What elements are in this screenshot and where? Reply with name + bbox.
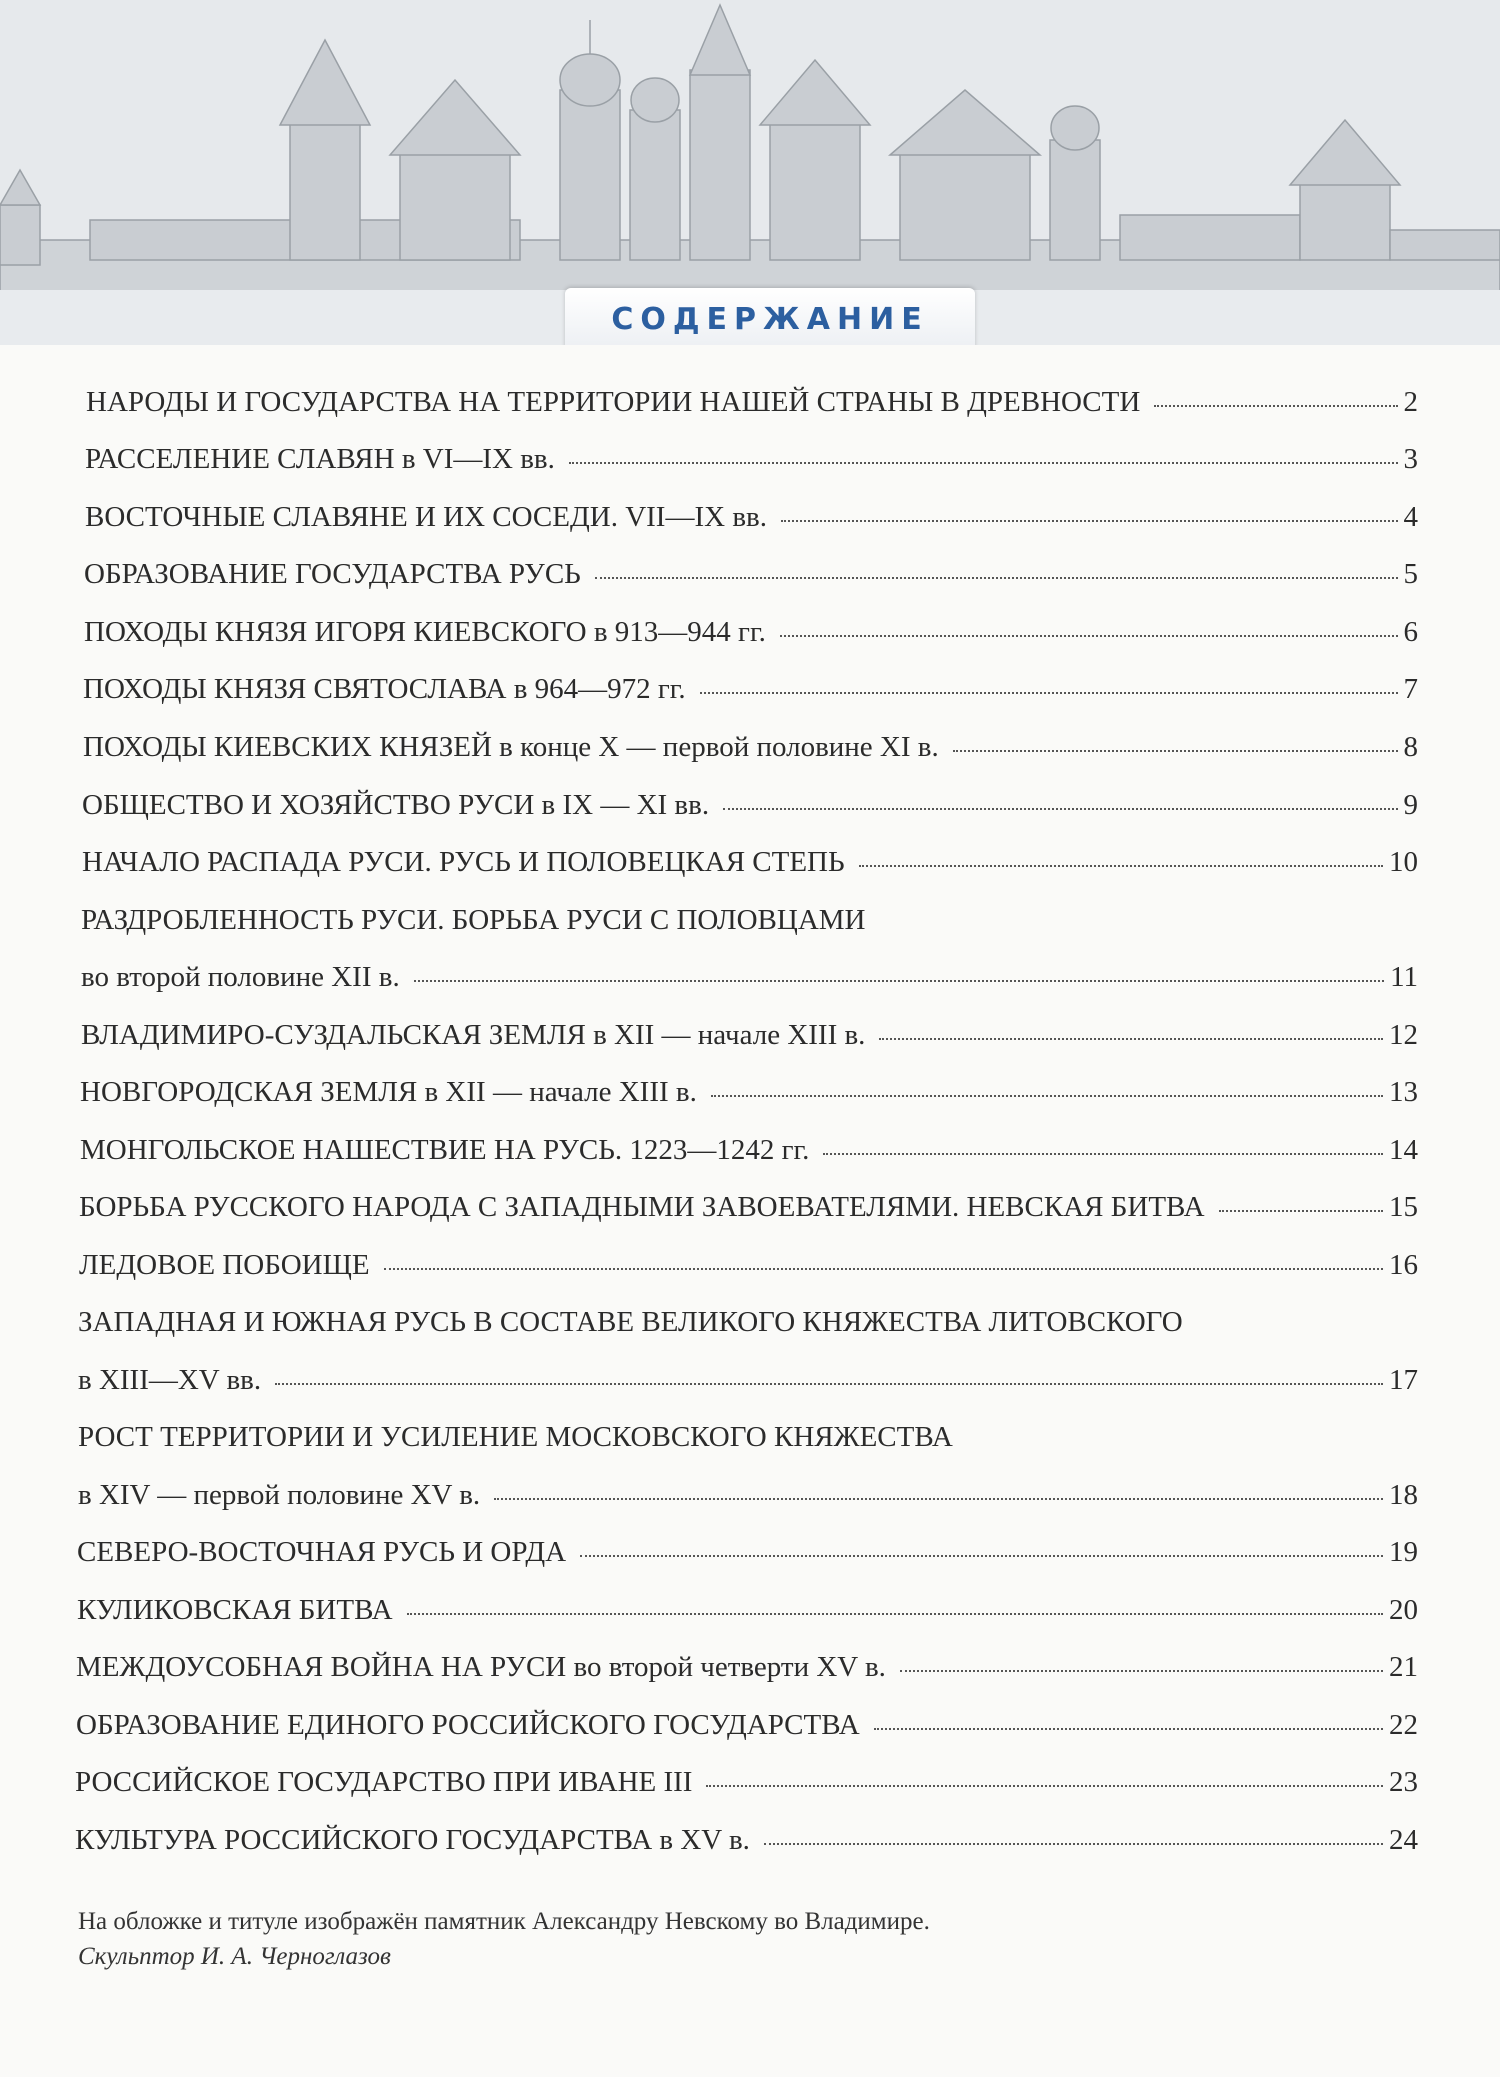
dot-leader — [700, 692, 1398, 694]
toc-page-number: 18 — [1389, 1479, 1418, 1511]
toc-page-number: 20 — [1389, 1594, 1418, 1626]
toc-page-number: 14 — [1389, 1134, 1418, 1166]
toc-entry[interactable] — [82, 788, 1418, 822]
toc-entry[interactable] — [86, 385, 1418, 419]
toc-entry[interactable] — [76, 1650, 1418, 1684]
dot-leader — [1219, 1210, 1383, 1212]
toc-page-number: 11 — [1390, 961, 1418, 993]
toc-entry-title: НАРОДЫ И ГОСУДАРСТВА НА ТЕРРИТОРИИ НАШЕЙ СТРАНЫ В ДРЕВНОСТИ — [86, 386, 1141, 418]
toc-entry-title: МЕЖДОУСОБНАЯ ВОЙНА НА РУСИ во второй четверти XV в. — [76, 1651, 886, 1683]
toc-page-number: 8 — [1403, 731, 1418, 763]
dot-leader — [275, 1383, 1383, 1385]
toc-entry[interactable] — [83, 672, 1418, 706]
toc-page-number: 4 — [1403, 501, 1418, 533]
dot-leader — [595, 577, 1398, 579]
dot-leader — [407, 1613, 1383, 1615]
dot-leader — [859, 865, 1383, 867]
toc-entry-title: МОНГОЛЬСКОЕ НАШЕСТВИЕ НА РУСЬ. 1223—1242 гг. — [80, 1134, 810, 1166]
toc-entry-title: ОБРАЗОВАНИЕ ГОСУДАРСТВА РУСЬ — [84, 558, 581, 590]
toc-entry[interactable] — [85, 442, 1418, 476]
dot-leader — [494, 1498, 1383, 1500]
toc-page-number: 9 — [1403, 789, 1418, 821]
toc-page-number: 6 — [1403, 616, 1418, 648]
toc-page-number: 19 — [1389, 1536, 1418, 1568]
toc-entry-title: РАССЕЛЕНИЕ СЛАВЯН в VI—IX вв. — [85, 443, 555, 475]
toc-page-number: 23 — [1389, 1766, 1418, 1798]
toc-entry-title: ОБРАЗОВАНИЕ ЕДИНОГО РОССИЙСКОГО ГОСУДАРСТВА — [76, 1709, 860, 1741]
toc-entry[interactable] — [80, 1133, 1418, 1167]
dot-leader — [1154, 405, 1397, 407]
toc-entry[interactable] — [79, 1248, 1418, 1282]
dot-leader — [953, 750, 1398, 752]
page-title: СОДЕРЖАНИЕ — [611, 301, 929, 337]
toc-entry[interactable] — [81, 1018, 1418, 1052]
toc-page-number: 13 — [1389, 1076, 1418, 1108]
toc-entry-title: ЛЕДОВОЕ ПОБОИЩЕ — [79, 1249, 370, 1281]
toc-entry[interactable] — [75, 1765, 1418, 1799]
toc-page-number: 24 — [1389, 1824, 1418, 1856]
toc-page-number: 2 — [1403, 386, 1418, 418]
toc-entry-title: КУЛЬТУРА РОССИЙСКОГО ГОСУДАРСТВА в XV в. — [75, 1824, 750, 1856]
toc-entry[interactable] — [77, 1593, 1418, 1627]
toc-entry[interactable] — [79, 1190, 1418, 1224]
toc-entry[interactable] — [76, 1708, 1418, 1742]
toc-entry-title: ПОХОДЫ КНЯЗЯ ИГОРЯ КИЕВСКОГО в 913—944 гг. — [84, 616, 766, 648]
toc-entry[interactable] — [81, 960, 1418, 994]
toc-entry[interactable] — [84, 615, 1418, 649]
dot-leader — [706, 1785, 1383, 1787]
toc-entry-title: в XIV — первой половине XV в. — [78, 1479, 481, 1511]
toc-entry[interactable] — [82, 845, 1418, 879]
toc-entry[interactable] — [75, 1823, 1418, 1857]
dot-leader — [874, 1728, 1383, 1730]
dot-leader — [781, 520, 1398, 522]
toc-entry-title: НОВГОРОДСКАЯ ЗЕМЛЯ в XII — начале XIII в. — [80, 1076, 697, 1108]
toc-entry-title: КУЛИКОВСКАЯ БИТВА — [77, 1594, 393, 1626]
dot-leader — [780, 635, 1398, 637]
dot-leader — [823, 1153, 1383, 1155]
toc-page-number: 22 — [1389, 1709, 1418, 1741]
toc-page-number: 16 — [1389, 1249, 1418, 1281]
toc-entry[interactable] — [85, 500, 1418, 534]
toc-entry-title: БОРЬБА РУССКОГО НАРОДА С ЗАПАДНЫМИ ЗАВОЕВАТЕЛЯМИ. НЕВСКАЯ БИТВА — [79, 1191, 1205, 1223]
toc-entry[interactable] — [78, 1478, 1418, 1512]
toc-entry-title-line1: РАЗДРОБЛЕННОСТЬ РУСИ. БОРЬБА РУСИ С ПОЛОВЦАМИ — [81, 904, 866, 936]
toc-page-number: 15 — [1389, 1191, 1418, 1223]
toc-page-number: 7 — [1403, 673, 1418, 705]
toc-entry[interactable] — [78, 1363, 1418, 1397]
toc-page-number: 12 — [1389, 1019, 1418, 1051]
dot-leader — [764, 1843, 1383, 1845]
toc-page-number: 5 — [1403, 558, 1418, 590]
dot-leader — [414, 980, 1384, 982]
toc-entry[interactable] — [84, 557, 1418, 591]
dot-leader — [580, 1555, 1383, 1557]
toc-entry-title-line1: РОСТ ТЕРРИТОРИИ И УСИЛЕНИЕ МОСКОВСКОГО КНЯЖЕСТВА — [78, 1421, 953, 1453]
contents-title-tab — [565, 288, 975, 350]
toc-entry-title: ВЛАДИМИРО-СУЗДАЛЬСКАЯ ЗЕМЛЯ в XII — начале XIII в. — [81, 1019, 866, 1051]
toc-page-number: 21 — [1389, 1651, 1418, 1683]
toc-entry[interactable] — [80, 1075, 1418, 1109]
dot-leader — [879, 1038, 1383, 1040]
toc-entry-title: в XIII—XV вв. — [78, 1364, 262, 1396]
toc-entry-title: ВОСТОЧНЫЕ СЛАВЯНЕ И ИХ СОСЕДИ. VII—IX вв. — [85, 501, 767, 533]
toc-entry[interactable] — [77, 1535, 1418, 1569]
toc-entry-title: НАЧАЛО РАСПАДА РУСИ. РУСЬ И ПОЛОВЕЦКАЯ СТЕПЬ — [82, 846, 845, 878]
toc-entry-title: РОССИЙСКОЕ ГОСУДАРСТВО ПРИ ИВАНЕ III — [75, 1766, 693, 1798]
toc-entry-title-line1: ЗАПАДНАЯ И ЮЖНАЯ РУСЬ В СОСТАВЕ ВЕЛИКОГО КНЯЖЕСТВА ЛИТОВСКОГО — [78, 1306, 1183, 1338]
sculptor-note: Скульптор И. А. Черноглазов — [78, 1943, 391, 1970]
toc-entry-title: ОБЩЕСТВО И ХОЗЯЙСТВО РУСИ в IX — XI вв. — [82, 789, 710, 821]
dot-leader — [723, 808, 1397, 810]
dot-leader — [569, 462, 1398, 464]
dot-leader — [384, 1268, 1383, 1270]
toc-page-number: 3 — [1403, 443, 1418, 475]
dot-leader — [711, 1095, 1383, 1097]
toc-entry-title: СЕВЕРО-ВОСТОЧНАЯ РУСЬ И ОРДА — [77, 1536, 567, 1568]
toc-page-number: 17 — [1389, 1364, 1418, 1396]
toc-entry[interactable] — [83, 730, 1418, 764]
toc-entry-title: ПОХОДЫ КНЯЗЯ СВЯТОСЛАВА в 964—972 гг. — [83, 673, 686, 705]
dot-leader — [900, 1670, 1383, 1672]
toc-entry-title: во второй половине XII в. — [81, 961, 400, 993]
cover-note: На обложке и титуле изображён памятник Александру Невскому во Владимире. — [78, 1908, 930, 1935]
toc-entry-title: ПОХОДЫ КИЕВСКИХ КНЯЗЕЙ в конце X — первой половине XI в. — [83, 731, 939, 763]
toc-page-number: 10 — [1389, 846, 1418, 878]
